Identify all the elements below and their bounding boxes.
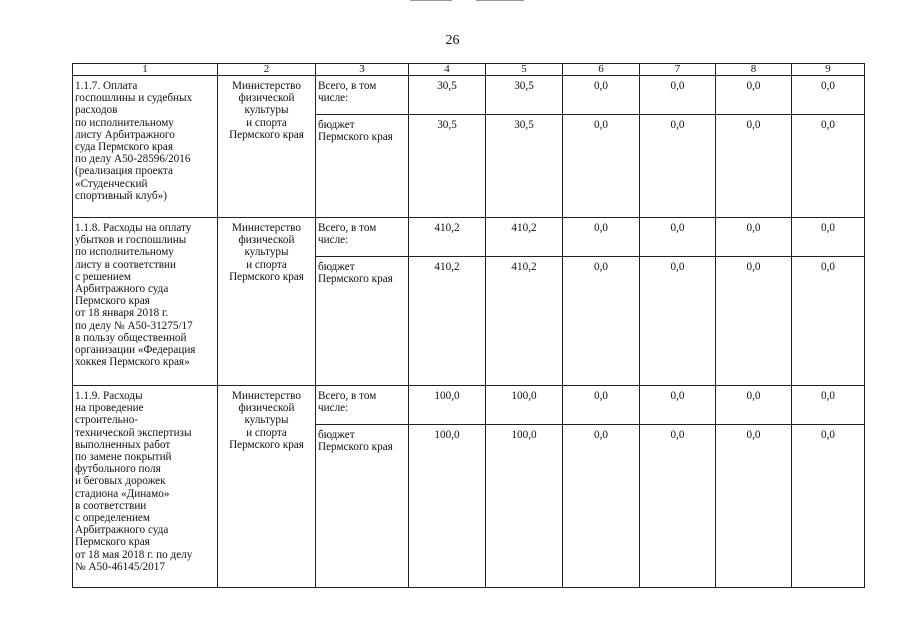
value-cell: 0,0	[640, 425, 716, 588]
page-number: 26	[445, 33, 460, 48]
value-cell: 0,0	[640, 76, 716, 115]
header-cell: 8	[716, 64, 792, 76]
top-edge-line-left	[410, 0, 452, 1]
value-cell: 0,0	[792, 386, 865, 425]
value-cell: 0,0	[563, 76, 640, 115]
funding-source-cell: Всего, в том числе:	[316, 386, 409, 425]
funding-source-cell: Всего, в том числе:	[316, 76, 409, 115]
value-cell: 0,0	[716, 257, 792, 386]
header-cell: 2	[218, 64, 316, 76]
responsible-org-cell: Министерство физической культуры и спорта Пермского края	[218, 76, 316, 218]
value-cell: 410,2	[486, 257, 563, 386]
value-cell: 30,5	[409, 76, 486, 115]
value-cell: 0,0	[792, 425, 865, 588]
value-cell: 0,0	[716, 425, 792, 588]
value-cell: 0,0	[563, 218, 640, 257]
value-cell: 100,0	[409, 425, 486, 588]
value-cell: 410,2	[486, 218, 563, 257]
value-cell: 0,0	[792, 76, 865, 115]
table-row	[73, 218, 865, 257]
value-cell: 100,0	[486, 386, 563, 425]
funding-source-cell: бюджет Пермского края	[316, 115, 409, 218]
header-cell: 6	[563, 64, 640, 76]
item-name-cell: 1.1.7. Оплата госпошлины и судебных расходов по исполнительному листу Арбитражного суда Пермского края по делу А50-28596/2016 (реализация проекта «Студенческий спортивный клуб»)	[73, 76, 218, 218]
value-cell: 30,5	[409, 115, 486, 218]
value-cell: 0,0	[563, 115, 640, 218]
table-row	[73, 76, 865, 115]
value-cell: 30,5	[486, 115, 563, 218]
value-cell: 0,0	[563, 425, 640, 588]
header-cell: 5	[486, 64, 563, 76]
header-cell: 4	[409, 64, 486, 76]
header-cell: 3	[316, 64, 409, 76]
header-row	[73, 64, 865, 76]
value-cell: 0,0	[563, 257, 640, 386]
value-cell: 30,5	[486, 76, 563, 115]
value-cell: 0,0	[792, 218, 865, 257]
value-cell: 410,2	[409, 218, 486, 257]
value-cell: 0,0	[640, 257, 716, 386]
top-edge-line-right	[476, 0, 524, 1]
value-cell: 0,0	[716, 386, 792, 425]
value-cell: 0,0	[716, 115, 792, 218]
value-cell: 0,0	[640, 386, 716, 425]
value-cell: 0,0	[716, 76, 792, 115]
responsible-org-cell: Министерство физической культуры и спорта Пермского края	[218, 386, 316, 588]
value-cell: 100,0	[486, 425, 563, 588]
header-cell: 7	[640, 64, 716, 76]
value-cell: 0,0	[640, 115, 716, 218]
header-cell: 9	[792, 64, 865, 76]
item-name-cell: 1.1.9. Расходы на проведение строительно- технической экспертизы выполненных работ по замене покрытий футбольного поля и беговых дорожек стадиона «Динамо» в соответствии с определением Арбитражного суда Пермского края от 18 мая 2018 г. по делу № А50-46145/2017	[73, 386, 218, 588]
funding-source-cell: бюджет Пермского края	[316, 425, 409, 588]
funding-source-cell: бюджет Пермского края	[316, 257, 409, 386]
table-row	[73, 386, 865, 425]
value-cell: 0,0	[792, 115, 865, 218]
budget-table	[72, 63, 865, 588]
item-name-cell: 1.1.8. Расходы на оплату убытков и госпошлины по исполнительному листу в соответствии с решением Арбитражного суда Пермского края от 18 января 2018 г. по делу № А50-31275/17 в пользу общественной организации «Федерация хоккея Пермского края»	[73, 218, 218, 386]
value-cell: 0,0	[792, 257, 865, 386]
header-cell: 1	[73, 64, 218, 76]
value-cell: 100,0	[409, 386, 486, 425]
funding-source-cell: Всего, в том числе:	[316, 218, 409, 257]
value-cell: 0,0	[716, 218, 792, 257]
responsible-org-cell: Министерство физической культуры и спорта Пермского края	[218, 218, 316, 386]
value-cell: 0,0	[563, 386, 640, 425]
value-cell: 410,2	[409, 257, 486, 386]
value-cell: 0,0	[640, 218, 716, 257]
